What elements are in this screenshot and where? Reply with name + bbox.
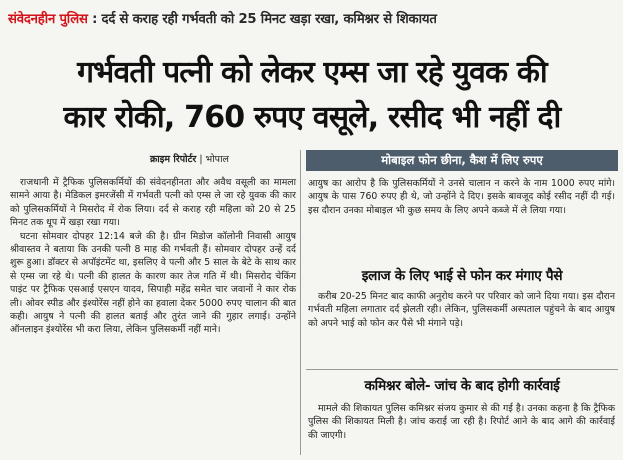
byline-separator: |	[196, 154, 206, 165]
right-paragraph-3-text: मामले की शिकायत पुलिस कमिश्नर संजय कुमार से की गई है। उनका कहना है कि ट्रैफिक पुलिस की शिकायत मिली है। जांच कराई जा रही है। रिपोर्ट आने के बाद आगे की कार्रवाई की जाएगी।	[308, 403, 615, 441]
right-paragraph-3	[308, 402, 615, 442]
right-paragraph-2-text: करीब 20-25 मिनट बाद काफी अनुरोध करने पर परिवार को जाने दिया गया। इस दौरान गर्भवती महिला लगातार दर्द झेलती रही। लेकिन, पुलिसकर्मी अस्पताल पहुंचने के बाद आयुष को अपने भाई को फोन कर पैसे भी मंगाने पड़े।	[308, 291, 615, 329]
section-bar-title: मोबाइल फोन छीना, कैश में लिए रुपए	[306, 150, 618, 171]
left-paragraph-1: राजधानी में ट्रैफिक पुलिसकर्मियों की संवेदनहीनता और अवैध वसूली का मामला सामने आया है। मेडिकल इमरजेंसी में गर्भवती पत्नी को एम्स ले जा रहे युवक की कार को पुलिसकर्मियों ने मिसरोद में रोक लिया। दर्द से कराह रही महिला को 20 से 25 मिनट तक धूप में खड़ा रखा गया।	[10, 177, 296, 229]
subheading-commissioner: कमिश्नर बोले- जांच के बाद होगी कार्रवाई	[364, 378, 560, 394]
subheading-treatment: इलाज के लिए भाई से फोन कर मंगाए पैसे	[361, 268, 563, 284]
column-divider	[300, 150, 301, 455]
right-paragraph-2	[308, 290, 615, 330]
byline	[150, 152, 229, 165]
kicker-separator: :	[87, 12, 102, 27]
left-column	[10, 176, 296, 337]
kicker-line	[8, 9, 615, 27]
kicker-label: संवेदनहीन पुलिस	[8, 12, 88, 27]
headline-line-1: गर्भवती पत्नी को लेकर एम्स जा रहे युवक की	[77, 55, 547, 90]
right-paragraph-1	[308, 177, 615, 217]
left-paragraph-2: घटना सोमवार दोपहर 12:14 बजे की है। ग्रीन मिडोज कॉलोनी निवासी आयुष श्रीवास्तव ने बताया कि उनकी पत्नी 8 माह की गर्भवती हैं। सोमवार दोपहर उन्हें दर्द शुरू हुआ। डॉक्टर से अपॉइंटमेंट था, इसलिए वे पत्नी और 5 साल के बेटे के साथ कार से एम्स जा रहे थे। पत्नी की हालत के कारण कार तेज गति में थी। मिसरोद चेकिंग पाइंट पर ट्रैफिक एसआई एसएन यादव, सिपाही महेंद्र समेत चार जवानों ने कार रोक ली। ओवर स्पीड और इंश्योरेंस नहीं होने का हवाला देकर 5000 रुपए चालान की बात कही। आयुष ने पत्नी की हालत बताई और तुरंत जाने की गुहार लगाई। उन्होंने ऑनलाइन इंश्योरेंस भी करा लिया, लेकिन पुलिसकर्मी नहीं माने।	[10, 230, 296, 336]
section-divider	[306, 369, 618, 370]
byline-author: क्राइम रिपोर्टर	[150, 154, 197, 165]
right-paragraph-1-text: आयुष का आरोप है कि पुलिसकर्मियों ने उनसे चालान न करने के नाम 1000 रुपए मांगे। आयुष के पास 760 रुपए ही थे, जो उन्होंने दे दिए। इसके बावजूद कोई रसीद नहीं दी गई। इस दौरान उनका मोबाइल भी कुछ समय के लिए अपने कब्जे में ले लिया गया।	[308, 178, 615, 216]
kicker-text: दर्द से कराह रही गर्भवती को 25 मिनट खड़ा रखा, कमिश्नर से शिकायत	[101, 12, 437, 27]
headline	[6, 50, 618, 140]
byline-city: भोपाल	[205, 154, 229, 165]
headline-line-2: कार रोकी, 760 रुपए वसूले, रसीद भी नहीं दी	[63, 100, 561, 135]
